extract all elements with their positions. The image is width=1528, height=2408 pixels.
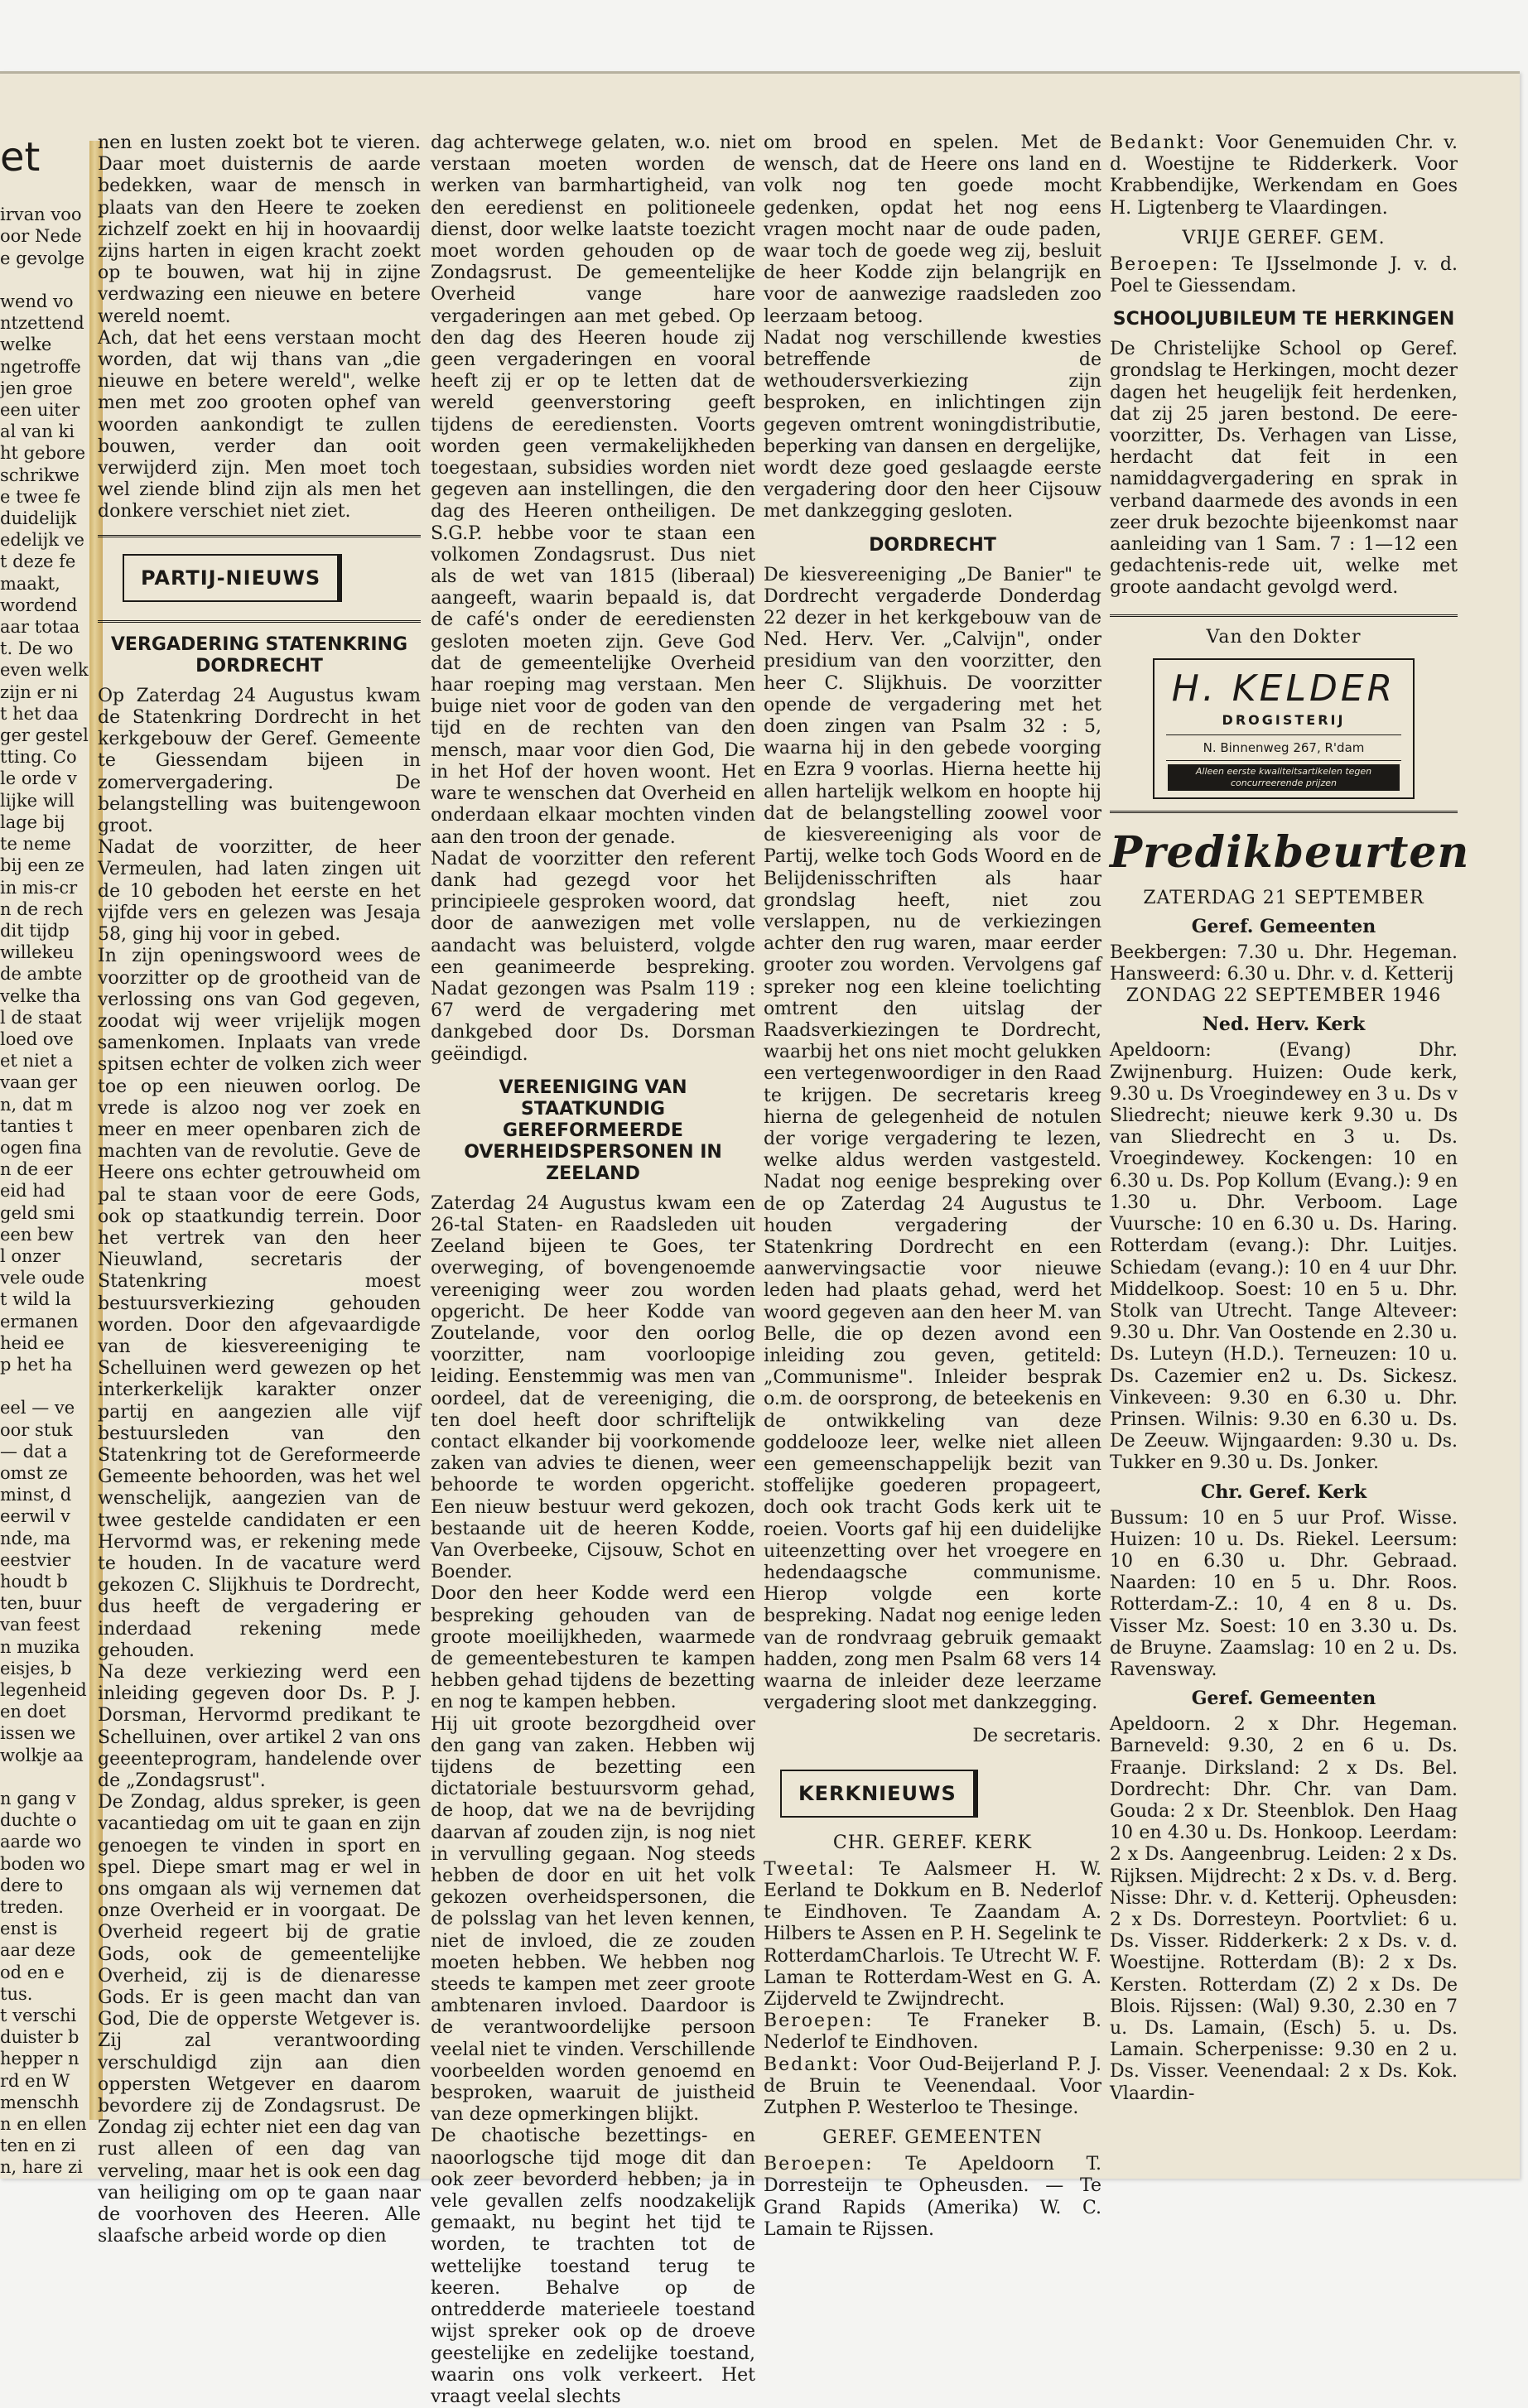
cutoff-line: welke [0, 335, 52, 355]
ad-name: H. KELDER [1171, 667, 1396, 710]
cutoff-line: boden wo [0, 1853, 85, 1874]
cutoff-line: lijke will [0, 790, 75, 811]
paragraph: Apeldoorn. 2 x Dhr. Hegeman. Barneveld: 9.30, 2 en 6 u. Ds. Fraanje. Dirksland: 2 x Ds. Bel. Dordrecht: Dhr. Chr. van Dam. Gouda: 2 x Dr. Steenblok. Den Haag 10 en 4.30 u. Ds. Honkoop. Leerdam: 2 x Ds. Aangeenbrug. Leiden: 2 x Ds. Rijksen. Mijdrecht: 2 x Ds. v. d. Berg. Nisse: Dhr. v. d. Ketterij. Opheusden: 2 x Ds. Dorresteyn. Poortvliet: 6 u. Ds. Visser. Ridderkerk: 2 x Ds. v. d. Woestijne. Rotterdam (B): 2 x Ds. Kersten. Rotterdam (Z) 2 x Ds. De Blois. Rijssen: (Wal) 9.30, 2.30 en 7 u. Ds. Lamain, (Esch) 5. u. Ds. Lamain. Scherpenisse: 9.30 en 2 u. Ds. Visser. Veenendaal: 2 x Ds. Kok. Vlaardin- [1110, 1714, 1458, 2104]
section-title-predikbeurten: Predikbeurten [1110, 827, 1470, 879]
cutoff-line: tting. Co [0, 747, 77, 768]
cutoff-line: treden. [0, 1897, 64, 1918]
paragraph: Door den heer Kodde werd een bespreking gehouden van de groote moeilijkheden, waarmede de gemeentebesturen te kampen hebben gehad tijdens de bezetting en nog te kampen hebben. [431, 1583, 755, 1713]
text: Te Apeldoorn T. Dorresteijn te Opheusden. — Te Grand Rapids (Amerika) W. C. Lamain te Rijssen. [764, 2154, 1101, 2240]
section-box-partij-nieuws: PARTIJ-NIEUWS [123, 554, 342, 602]
divider [98, 535, 421, 537]
ad-subtitle: DROGISTERIJ [1222, 711, 1346, 728]
article-heading: DORDRECHT [869, 534, 996, 556]
cutoff-line: menschh [0, 2092, 80, 2112]
cutoff-line [0, 182, 93, 204]
cutoff-line: ger gestel [0, 725, 89, 746]
sub-heading: VRIJE GEREF. GEM. [1182, 227, 1386, 248]
paragraph: Nadat de voorzitter, de heer Vermeulen, had laten zingen uit de 10 geboden het eerste en het vijfde vers en gelezen was Jesaja 58, ging hij voor in gebed. [98, 837, 421, 946]
page-top-edge [0, 71, 1520, 74]
cutoff-line: zijn er ni [0, 681, 78, 702]
cutoff-line: eestvier [0, 1549, 71, 1570]
cutoff-line: irvan voo [0, 205, 82, 225]
cutoff-line: n en ellen [0, 2114, 87, 2135]
article-heading: VEREENIGING VAN STAATKUNDIG GEREFORMEERDE OVERHEIDSPERSONEN IN ZEELAND [464, 1076, 722, 1184]
cutoff-line: le orde v [0, 768, 77, 789]
cutoff-line: nde, ma [0, 1528, 71, 1548]
sub-heading: CHR. GEREF. KERK [832, 1832, 1033, 1853]
cutoff-line: l onzer [0, 1245, 61, 1266]
paragraph: dag achterwege gelaten, w.o. niet verstaan moeten worden de werken van barmhartigheid, van den eeredienst en politioneele dienst, door welke laatste toezicht moet worden gehouden op de Zondagsrust. De gemeentelijke Overheid vange hare vergaderingen aan met gebed. Op den dag des Heeren houde zij geen vergaderingen en vooral heeft zij er op te letten dat de wereld geenverstoring geeft tijdens de eerediensten. Voorts worden geen vermakelijkheden toegestaan, subsidies worden niet gegeven aan instellingen, die den dag des Heeren ontheiligen. De S.G.P. hebbe voor te staan een volkomen Zondagsrust. Dus niet als de wet van 1815 (liberaal) aangeeft, waarin bepaald is, dat de café's onder de eerediensten gesloten moeten zijn. Geve God dat de gemeentelijke Overheid haar roeping mag verstaan. Men buige niet voor de goden van den tijd en de rechten van den mensch, maar voor dien God, Die in het Hof der hoven woont. Het ware te wenschen dat Overheid en onderdaan elkaar mochten vinden aan den troon der genade. [431, 132, 755, 848]
paragraph: De chaotische bezettings- en naoorlogsche tijd moge dit dan ook zeer bevorderd hebben; ja in vele gevallen zelfs noodzakelijk gemaakt, nu begint het tijd te worden, te trachten tot de wettelijke toestand terug te keeren. Behalve op de ontredderde materieele toestand wijst spreker ook op de droeve geestelijke en zedelijke toestand, waarin ons volk verkeert. Het vraagt veelal slechts [431, 2126, 755, 2407]
article-heading: SCHOOLJUBILEUM TE HERKINGEN [1112, 309, 1455, 330]
cutoff-line: t het daa [0, 703, 79, 724]
column-1 [98, 132, 421, 2247]
cutoff-line: t deze fe [0, 551, 76, 572]
paragraph [1110, 132, 1458, 219]
column-2 [431, 132, 755, 2407]
cutoff-line: — dat a [0, 1441, 68, 1462]
cutoff-line: aarde wo [0, 1832, 82, 1852]
cutoff-line: n de eer [0, 1159, 73, 1180]
divider [1110, 811, 1458, 813]
cutoff-line: de ambte [0, 964, 83, 985]
text: Te Franeker B. Nederlof te Eindhoven. [764, 2011, 1101, 2054]
label: Beroepen: [764, 2011, 874, 2032]
section-box-kerknieuws: KERKNIEUWS [780, 1770, 978, 1818]
cutoff-line: n, hare zi [0, 2157, 83, 2178]
paragraph: om brood en spelen. Met de wensch, dat de Heere ons land en volk nog ten goede mocht gedenken, opdat het nog eens vragen mocht naar de oude paden, waar toch de goede weg zij, besluit de heer Kodde zijn belangrijk en voor de aanwezige raadsleden zoo leerzaam betoog. [764, 132, 1101, 327]
cutoff-line: e twee fe [0, 486, 81, 507]
ad-note: Alleen eerste kwaliteitsartikelen tegen concurreerende prijzen [1168, 764, 1400, 791]
cutoff-line: n, dat m [0, 1094, 73, 1115]
label: Bedankt: [764, 2054, 860, 2075]
cutoff-line: rd en W [0, 2070, 70, 2091]
label: Tweetal: [764, 1858, 856, 1880]
cutoff-line: n de rech [0, 898, 84, 919]
cutoff-line: ngetroffe [0, 356, 81, 377]
cutoff-line: p het ha [0, 1354, 73, 1375]
cutoff-line: dit tijdp [0, 920, 70, 941]
paragraph: De kiesvereeniging „De Banier" te Dordrecht vergaderde Donderdag 22 dezer in het kerkgebouw van de Ned. Herv. Ver. „Calvijn", onder presidium van den voorzitter, den heer C. Slijkhuis. De voorzitter opende de vergadering met het doen zingen van Psalm 32 : 5, waarna hij in den gebede voorging en Ezra 9 voorlas. Hierna heette hij allen hartelijk welkom en hoopte hij dat de belangstelling zoowel voor de kiesvereeniging als voor de Partij, welke toch Gods Woord en de Belijdenisschriften als haar grondslag heeft, niet zou verslappen, nu de verkiezingen achter den rug waren, maar eerder grooter zou worden. Vervolgens gaf spreker nog een kleine toelichting omtrent den uitslag der Raadsverkiezingen te Dordrecht, waarbij het ons niet mocht gelukken een vertegenwoordiger in den Raad te krijgen. De secretaris kreeg hierna de gelegenheid de notulen der vorige vergadering te lezen, welke aldus werden vastgesteld. Nadat nog eenige bespreking over de op Zaterdag 24 Augustus te houden vergadering der Statenkring Dordrecht en een aanwervingsactie voor nieuwe leden had plaats gehad, werd het woord gegeven aan den heer M. van Belle, die op dezen avond een inleiding zou geven, getiteld: „Communisme". Inleider besprak o.m. de oorsprong, de beteekenis en de ontwikkeling van deze goddelooze leer, welke niet alleen een gemeenschappelijk bezit van stoffelijke goederen propageert, doch ook tracht Gods kerk uit te roeien. Voorts gaf hij een duidelijke uiteenzetting over het vroegere en hedendaagsche communisme. Hierop volgde een korte bespreking. Nadat nog eenige leden van de rondvraag gebruik gemaakt hadden, zong men Psalm 68 vers 14 waarna de inleider deze leerzame vergadering sloot met dankzegging. [764, 564, 1101, 1714]
text: Voor Genemuiden Chr. v. d. Woestijne te Ridderkerk. Voor Krabbendijke, Werkendam en Goes H. Ligtenberg te Vlaardingen. [1110, 132, 1458, 219]
cutoff-line: een uiter [0, 400, 80, 421]
cutoff-line: heid ee [0, 1332, 65, 1353]
date-heading: ZONDAG 22 SEPTEMBER 1946 [1126, 985, 1442, 1007]
paragraph: Op Zaterdag 24 Augustus kwam de Statenkring Dordrecht in het kerkgebouw der Geref. Gemeente te Giessendam bijeen in zomervergadering. De belangstelling was buitengewoon groot. [98, 685, 421, 837]
cutoff-line: geld smi [0, 1202, 75, 1223]
cutoff-line: lage bij [0, 811, 65, 832]
cutoff-line: velke tha [0, 985, 81, 1006]
cutoff-line: te neme [0, 834, 71, 855]
cutoff-line [0, 1375, 93, 1397]
cutoff-line: od en e [0, 1962, 65, 1982]
cutoff-line: tanties t [0, 1115, 73, 1136]
cutoff-line: houdt b [0, 1572, 68, 1592]
cutoff-line: wordend [0, 595, 78, 615]
article-heading: VERGADERING STATENKRING DORDRECHT [110, 633, 408, 677]
advertisement-kelder [1153, 658, 1415, 799]
cutoff-line: ogen fina [0, 1137, 82, 1158]
cutoff-line: l de staat [0, 1007, 82, 1028]
cutoff-line: vaan ger [0, 1072, 78, 1093]
cutoff-line: en doet [0, 1702, 66, 1722]
cutoff-line: oor Nede [0, 226, 82, 247]
church-heading: Ned. Herv. Kerk [1202, 1014, 1366, 1036]
cutoff-line: minst, d [0, 1485, 72, 1505]
ad-caption: Van den Dokter [1206, 626, 1362, 648]
cutoff-line: al van ki [0, 421, 75, 442]
text: Te Aalsmeer H. W. Eerland te Dokkum en B. Nederlof te Eindhoven. Te Zaandam A. Hilbers te Assen en P. H. Segelink te RotterdamCharlois. Te Utrecht W. F. Laman te Rotterdam-West en G. A. Zijderveld te Zwijndrecht. [764, 1858, 1101, 2011]
column-4 [1110, 132, 1470, 2104]
paragraph: Bussum: 10 en 5 uur Prof. Wisse. Huizen: 10 u. Ds. Riekel. Leersum: 10 en 6.30 u. Dhr. Gebraad. Naarden: 10 en 5 u. Dhr. Roos. Rotterdam-Z.: 10, 4 en 8 u. Ds. Visser Mz. Soest: 10 en 3.30 u. Ds. de Bruyne. Zaamslag: 10 en 2 u. Ds. Ravensway. [1110, 1507, 1458, 1680]
column-3 [764, 132, 1101, 2240]
cutoff-line: oor stuk [0, 1419, 73, 1440]
cutoff-line: duchte o [0, 1810, 77, 1831]
cutoff-line: ten en zi [0, 2136, 76, 2156]
cutoff-line: edelijk ve [0, 530, 84, 551]
date-heading: ZATERDAG 21 SEPTEMBER [1143, 888, 1424, 909]
cutoff-line: maakt, [0, 573, 60, 594]
cutoff-line: omst ze [0, 1462, 68, 1483]
paragraph: De Christelijke School op Geref. grondslag te Herkingen, mocht dezer dagen het heugelijk feit herdenken, dat zij 25 jaren bestond. De eere-voorzitter, Ds. Verhagen van Lisse, herdacht dat feit in een namiddagvergadering en sprak in verband daarmede des avonds in een zeer druk bezochte bijeenkomst naar aanleiding van 1 Sam. 7 : 1—12 een gedachtenis-rede uit, welke met groote aandacht gevolgd werd. [1110, 339, 1458, 599]
cutoff-line: duidelijk [0, 508, 77, 529]
text: Te IJsselmonde J. v. d. Poel te Giessendam. [1110, 253, 1458, 297]
cutoff-line: bij een ze [0, 855, 84, 876]
column-left-cutoff [0, 132, 93, 2178]
divider [98, 620, 421, 623]
paragraph: Nadat de voorzitter den referent dank had gezegd voor het principieele gesproken woord, dat door de aanwezigen met volle aandacht was beluisterd, volgde een geanimeerde bespreking. Nadat gezongen was Psalm 119 : 67 werd de vergadering met dankgebed door Ds. Dorsman geëindigd. [431, 848, 755, 1065]
cutoff-line: eid had [0, 1181, 65, 1202]
ad-address: N. Binnenweg 267, R'dam [1166, 734, 1401, 761]
church-heading: Geref. Gemeenten [1191, 1688, 1376, 1710]
cutoff-line: et [0, 134, 41, 181]
divider [1110, 614, 1458, 617]
cutoff-line: legenheid [0, 1680, 87, 1701]
paragraph: Beekbergen: 7.30 u. Dhr. Hegeman. Hansweerd: 6.30 u. Dhr. v. d. Ketterij [1110, 942, 1458, 985]
cutoff-line: ht gebore [0, 443, 86, 464]
paragraph: In zijn openingswoord wees de voorzitter op de grootheid van de verlossing ons van God gegeven, zoodat wij weer vrijelijk mogen samenkomen. Inplaats van vrede spitsen echter de volken zich weer toe op een nieuwen oorlog. De vrede is alzoo nog ver zoek en meer en meer openbaren zich de machten van de revolutie. Geve de Heere ons echter getrouwheid om pal te staan voor de eere Gods, ook op staatkundig terrein. Door het vertrek van den heer Nieuwland, secretaris der Statenkring moest bestuursverkiezing gehouden worden. Door den afgevaardigde van de kiesvereeniging te Schelluinen werd gewezen op het interkerkelijk karakter onzer partij en aangezien alle vijf bestuursleden van den Statenkring tot de Gereformeerde Gemeente behoorden, was het wel wenschelijk, aangezien van de twee gestelde candidaten er een Hervormd was, er rekening mede te houden. In de vacature werd gekozen C. Slijkhuis te Dordrecht, dus heeft de vergadering er inderdaad rekening mede gehouden. [98, 946, 421, 1661]
label: Beroepen: [764, 2154, 874, 2175]
cutoff-line: issen we [0, 1723, 76, 1744]
paragraph: nen en lusten zoekt bot te vieren. Daar moet duisternis de aarde bedekken, waar de mensch in plaats van den Heere te zoeken zichzelf zoekt en hij in hoovaardij zijns harten in eigen kracht zoekt op te bouwen, wat hij in zijne verdwazing een nieuwe en betere wereld noemt. [98, 132, 421, 327]
cutoff-line: ntzettend [0, 313, 84, 334]
cutoff-line: vele oude [0, 1268, 85, 1288]
cutoff-line: een bew [0, 1224, 74, 1245]
cutoff-line: jen groe [0, 378, 73, 398]
cutoff-line: n gang v [0, 1789, 76, 1809]
signature-line: De secretaris. [972, 1726, 1101, 1747]
paragraph [1110, 254, 1458, 297]
cutoff-line [0, 269, 93, 291]
cutoff-line: et niet a [0, 1051, 73, 1072]
paragraph: Ach, dat het eens verstaan mocht worden, dat wij thans van „die nieuwe en betere wereld", welke men met zoo grooten ophef van woorden aankondigt te zullen bouwen, verder dan ooit verwijderd zijn. Men moet toch wel ziende blind zijn als men het donkere verschiet niet ziet. [98, 327, 421, 523]
label: Beroepen: [1110, 253, 1220, 275]
paragraph: Nadat nog verschillende kwesties betreffende de wethoudersverkiezing zijn besproken, en inlichtingen zijn gegeven omtrent woningdistributie, beperking van dansen en dergelijke, wordt deze goed geslaagde eerste vergadering door den heer Cijsouw met dankzegging gesloten. [764, 327, 1101, 523]
cutoff-line: eisjes, b [0, 1658, 72, 1678]
text: Voor Oud-Beijerland P. J. de Bruin te Veenendaal. Voor Zutphen P. Westerloo te Thesinge. [764, 2054, 1101, 2119]
paragraph: Hij uit groote bezorgdheid over den gang van zaken. Hebben wij tijdens de bezetting een dictatoriale bestuursvorm gehad, de hoop, dat we na de bevrijding daarvan af zouden zijn, is nog niet in vervulling gegaan. Nog steeds hebben de door en uit het volk gekozen overheidspersonen, die de polsslag van het leven kennen, niet de invloed, die ze zouden moeten hebben. We hebben nog steeds te kampen met zeer groote ambtenaren invloed. Daardoor is de verantwoordelijke persoon veelal niet te vinden. Verschillende voorbeelden worden genoemd en besproken, waaruit de juistheid van deze opmerkingen blijkt. [431, 1713, 755, 2126]
cutoff-line: ten, buur [0, 1593, 82, 1614]
cutoff-line: loed ove [0, 1028, 74, 1049]
cutoff-line: t wild la [0, 1289, 71, 1310]
paragraph: Na deze verkiezing werd een inleiding gegeven door Ds. P. J. Dorsman, Hervormd predikant te Schelluinen, over artikel 2 van ons geeenteprogram, handelende over de „Zondagsrust". [98, 1662, 421, 1792]
paragraph: De Zondag, aldus spreker, is geen vacantiedag om uit te gaan en zijn genoegen te vinden in sport en spel. Diepe smart mag er wel in ons omgaan als wij vernemen dat onze Overheid er in voorgaat. De Overheid regeert bij de gratie Gods, ook de gemeentelijke Overheid, zij is de dienaresse Gods. Er is geen macht dan van God, Die de opperste Wetgever is. Zij zal verantwoording verschuldigd zijn aan dien oppersten Wetgever en daarom bevordere zij de Zondagsrust. De Zondag zij echter niet een dag van rust alleen of een dag van verveling, maar het is ook een dag van heiliging om op te gaan naar de voorhoven des Heeren. Alle slaafsche arbeid worde op dien [98, 1792, 421, 2247]
cutoff-line: aar deze [0, 1940, 76, 1961]
paragraph [764, 1859, 1101, 2011]
cutoff-line: duister b [0, 2027, 80, 2048]
cutoff-line: e gevolge [0, 248, 85, 268]
cutoff-line: van feest [0, 1615, 80, 1635]
cutoff-line: willekeu [0, 942, 75, 963]
church-heading: Chr. Geref. Kerk [1200, 1481, 1367, 1503]
cutoff-line: dere to [0, 1875, 64, 1895]
paragraph: Apeldoorn: (Evang) Dhr. Zwijnenburg. Huizen: Oude kerk, 9.30 u. Ds Vroegindewey en 3 u. Ds v Sliedrecht; nieuwe kerk 9.30 u. Ds van Sliedrecht en 3 u. Ds. Vroegindewey. Kockengen: 10 en 6.30 u. Ds. Pop Kollum (Evang.): 9 en 1.30 u. Dhr. Verboom. Lage Vuursche: 10 en 6.30 u. Ds. Haring. Rotterdam (evang.): Dhr. Luitjes. Schiedam (evang.): 10 en 4 uur Dhr. Middelkoop. Soest: 10 en 5 u. Dhr. Stolk van Utrecht. Tange Alteveer: 9.30 u. Dhr. Van Oostende en 2.30 u. Ds. Luteyn (H.D.). Terneuzen: 10 u. Ds. Cazemier en2 u. Ds. Sickesz. Vinkeveen: 9.30 en 6.30 u. Dhr. Prinsen. Wilnis: 9.30 en 6.30 u. Ds. De Zeeuw. Wijngaarden: 9.30 u. Ds. Tukker en 9.30 u. Ds. Jonker. [1110, 1040, 1458, 1474]
cutoff-line: t verschi [0, 2006, 77, 2026]
paragraph [764, 2154, 1101, 2241]
cutoff-line: schrikwe [0, 465, 80, 485]
cutoff-line: in mis-cr [0, 877, 78, 898]
cutoff-line: even welk [0, 660, 89, 681]
cutoff-line: wolkje aa [0, 1745, 84, 1765]
cutoff-line: hepper n [0, 2049, 80, 2069]
paragraph: Zaterdag 24 Augustus kwam een 26-tal Staten- en Raadsleden uit Zeeland bijeen te Goes, ter overweging, of bovengenoemde vereeniging weer zou worden opgericht. De heer Kodde van Zoutelande, voor den oorlog voorzitter, nam voorloopige leiding. Eenstemmig was men van oordeel, dat de vereeniging, die ten doel heeft door schriftelijk contact elkander bij voorkomende zaken van advies te dienen, weer behoorde te worden opgericht. Een nieuw bestuur werd gekozen, bestaande uit de heeren Kodde, Van Overbeeke, Cijsouw, Schot en Boender. [431, 1192, 755, 1583]
cutoff-line: tus. [0, 1983, 33, 2004]
paragraph [764, 2011, 1101, 2054]
cutoff-line: n muzika [0, 1636, 80, 1657]
paragraph [764, 2054, 1101, 2120]
cutoff-line: wend vo [0, 291, 74, 312]
cutoff-line: ermanen [0, 1311, 79, 1332]
sub-heading: GEREF. GEMEENTEN [822, 2127, 1043, 2149]
label: Bedankt: [1110, 132, 1207, 153]
cutoff-line: eerwil v [0, 1506, 70, 1527]
church-heading: Geref. Gemeenten [1191, 916, 1376, 938]
cutoff-line: aar totaa [0, 617, 80, 638]
cutoff-line [0, 1766, 93, 1788]
cutoff-line: eel — ve [0, 1398, 75, 1418]
cutoff-line: t. De wo [0, 638, 74, 659]
cutoff-line: enst is [0, 1919, 58, 1939]
